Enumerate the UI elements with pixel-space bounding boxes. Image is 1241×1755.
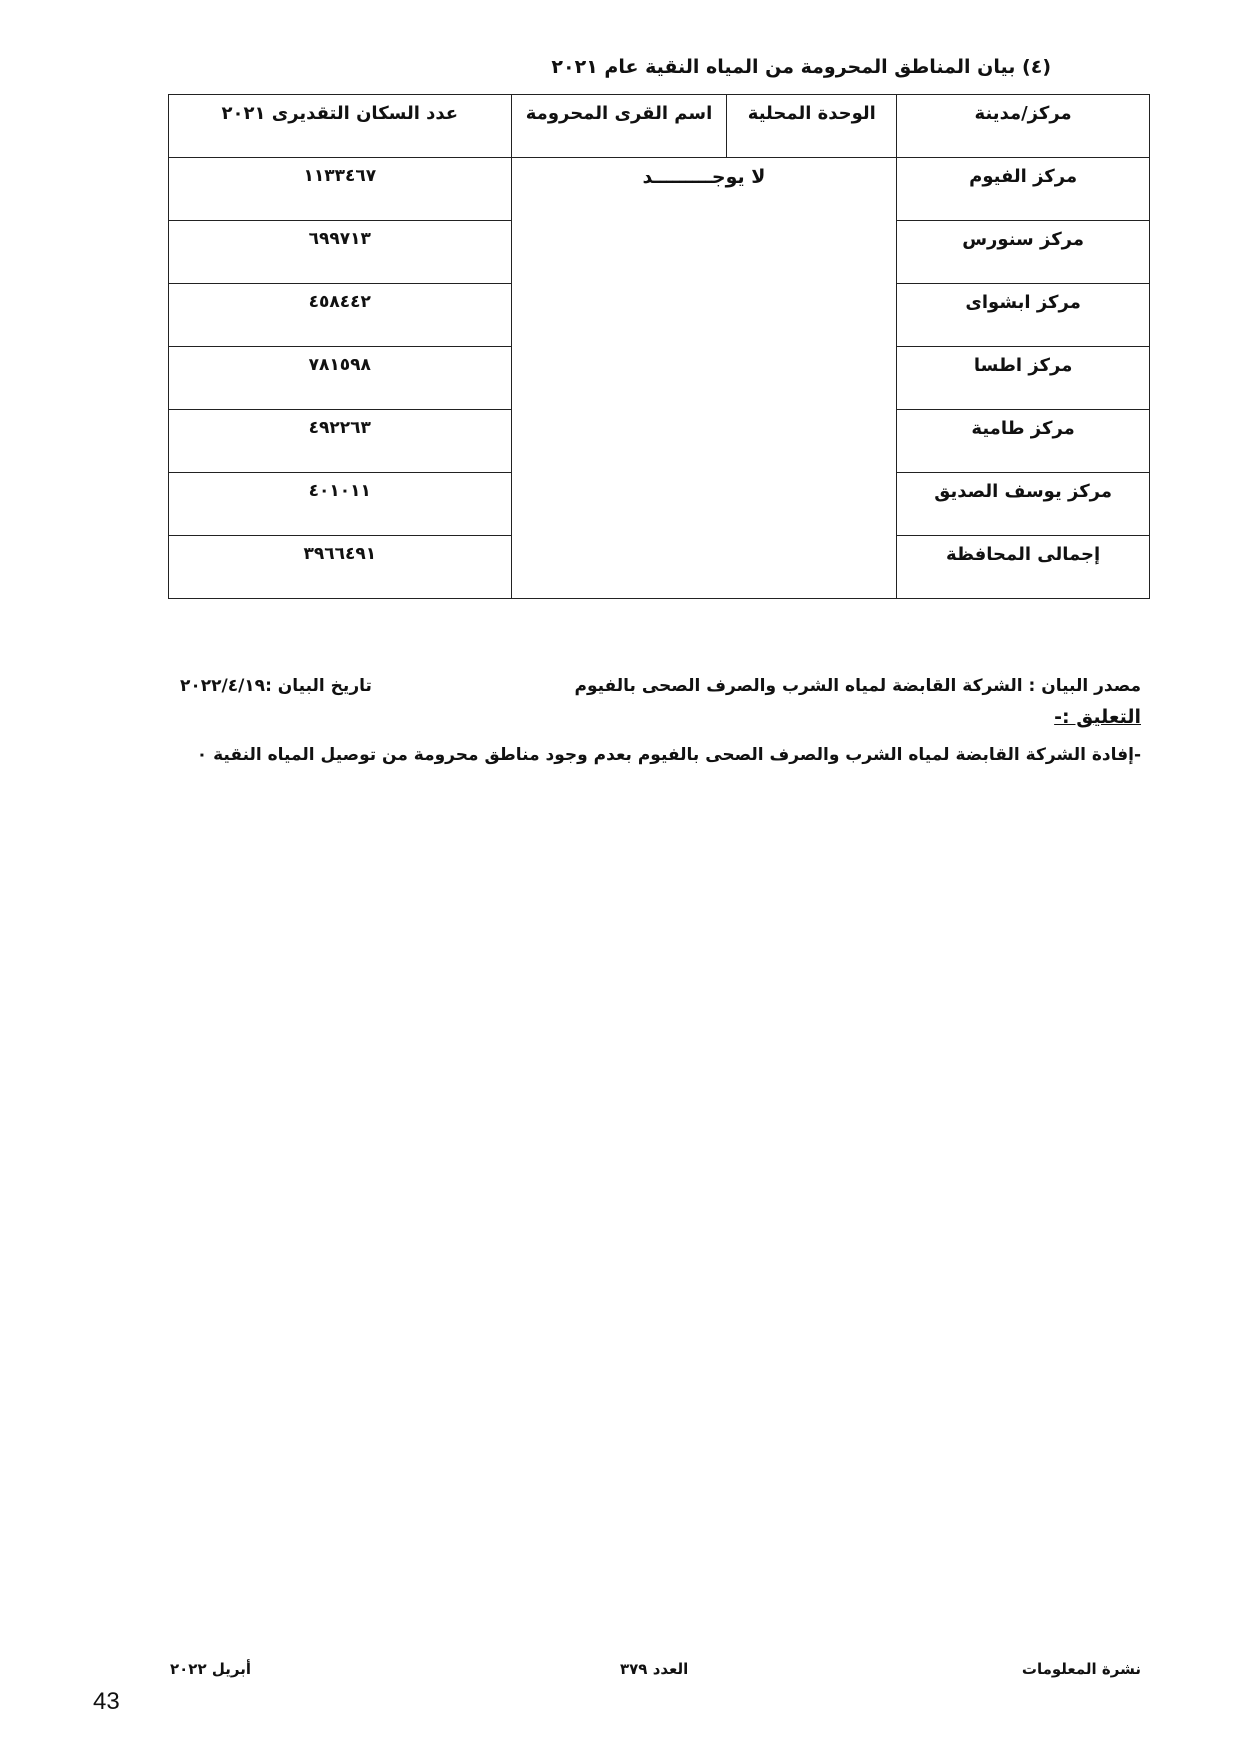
- table-header-row: [169, 95, 1150, 158]
- population-cell: ١١٣٣٤٦٧: [169, 158, 512, 221]
- deprived-areas-table: [168, 94, 1150, 599]
- footer-publication: نشرة المعلومات: [1021, 1660, 1141, 1678]
- comment-label: التعليق :-: [1054, 706, 1141, 728]
- city-cell: مركز ابشواى: [897, 284, 1150, 347]
- population-cell: ٤٠١٠١١: [169, 473, 512, 536]
- population-cell: ٤٥٨٤٤٢: [169, 284, 512, 347]
- footer-issue: العدد ٣٧٩: [620, 1660, 689, 1678]
- city-cell: مركز طامية: [897, 410, 1150, 473]
- city-cell: مركز سنورس: [897, 221, 1150, 284]
- population-cell: ٦٩٩٧١٣: [169, 221, 512, 284]
- population-cell: ٧٨١٥٩٨: [169, 347, 512, 410]
- data-date: تاريخ البيان :٢٠٢٢/٤/١٩: [180, 676, 372, 696]
- header-city: مركز/مدينة: [897, 95, 1150, 158]
- page-number: 43: [93, 1688, 120, 1715]
- city-cell: مركز الفيوم: [897, 158, 1150, 221]
- header-local-unit: الوحدة المحلية: [727, 95, 897, 158]
- data-source: مصدر البيان : الشركة القابضة لمياه الشرب والصرف الصحى بالفيوم: [574, 676, 1141, 696]
- table-row: [169, 158, 1150, 221]
- city-cell: مركز اطسا: [897, 347, 1150, 410]
- footer-date: أبريل ٢٠٢٢: [170, 1660, 251, 1678]
- comment-text: -إفادة الشركة القابضة لمياه الشرب والصرف الصحى بالفيوم بعدم وجود مناطق محرومة من توصيل المياه النقية ٠: [196, 745, 1141, 765]
- none-merged-cell: [511, 158, 897, 599]
- city-cell: إجمالى المحافظة: [897, 536, 1150, 599]
- none-text: لا يوجـــــــــد: [642, 166, 766, 188]
- header-population: عدد السكان التقديرى ٢٠٢١: [169, 95, 512, 158]
- table-title: (٤) بيان المناطق المحرومة من المياه النقية عام ٢٠٢١: [551, 56, 1051, 78]
- city-cell: مركز يوسف الصديق: [897, 473, 1150, 536]
- header-villages: اسم القرى المحرومة: [511, 95, 727, 158]
- population-cell: ٤٩٢٢٦٣: [169, 410, 512, 473]
- population-cell: ٣٩٦٦٤٩١: [169, 536, 512, 599]
